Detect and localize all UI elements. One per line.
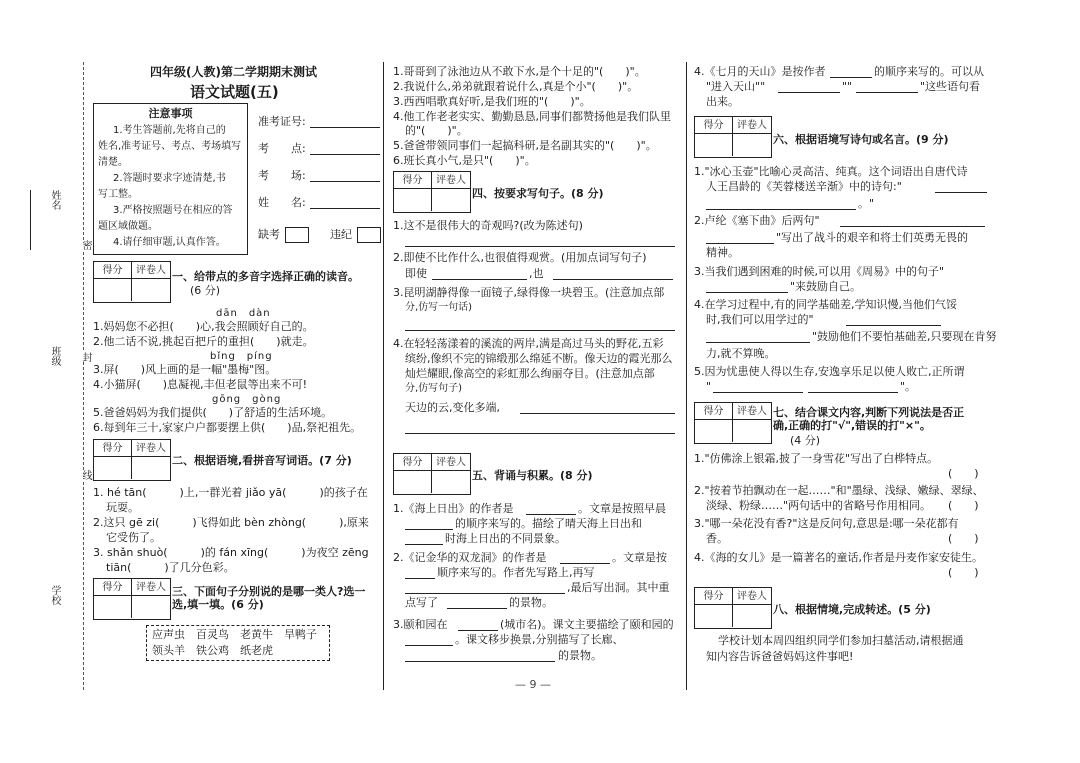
grader-cell[interactable] xyxy=(733,605,771,627)
sec5-q2a: 2.《记金华的双龙洞》的作者是 xyxy=(393,551,547,564)
sec4-q4d: 分,仿写句子) xyxy=(405,383,463,394)
sec3-q3: 3.西西唱歌真好听,是我们班的"( )"。 xyxy=(393,95,591,108)
sec1-q6: 6.每到年三十,家家户户都要摆上供( )品,祭祀祖先。 xyxy=(93,421,362,434)
sec4-q2-mid: ,也 xyxy=(529,267,544,280)
sec5-q4d: "" xyxy=(842,80,853,93)
sec4-q2: 2.即使不比作什么,也很值得观赏。(用加点词写句子) xyxy=(393,251,647,264)
sec3-q5: 5.爸爸带领同事们一起搞科研,是名副其实的"( )"。 xyxy=(393,139,657,152)
notice-line: 题区域做题。 xyxy=(98,221,158,232)
sec6-q4c: "鼓励他们不要怕基础差,只要现在肯努 xyxy=(812,330,997,343)
sec7-q3-answer[interactable]: ( ) xyxy=(948,532,979,545)
score-box-sec3 xyxy=(93,578,171,620)
grader-cell[interactable] xyxy=(132,596,170,618)
sec3-q2: 2.我说什么,弟弟就跟着说什么,真是个小"( )"。 xyxy=(393,80,639,93)
sec3-title-2: 选,填一填。(6 分) xyxy=(172,598,264,611)
sec4-q2-blank-2[interactable] xyxy=(553,279,673,280)
sec5-q3d: 的景物。 xyxy=(558,649,602,662)
exam-title: 四年级(人教)第二学期期末测试 xyxy=(150,65,317,79)
sec1-pinyin-1: dān dàn xyxy=(216,308,271,319)
sec5-q1b: 。文章是按照早晨 xyxy=(578,502,666,515)
sec3-q4b: 的"( )"。 xyxy=(405,124,468,137)
absent-checkbox[interactable] xyxy=(285,227,309,243)
notice-line: 姓名,准考证号、考点、考场填写 xyxy=(98,141,242,152)
sec6-q1c: 。" xyxy=(858,197,875,210)
page-number: — 9 — xyxy=(515,678,551,691)
sec4-q1: 1.这不是很伟大的奇观吗?(改为陈述句) xyxy=(393,219,583,232)
sec5-q4-blank-1[interactable] xyxy=(778,92,840,93)
score-cell[interactable] xyxy=(695,605,733,627)
name-label-vertical: 姓名 xyxy=(49,190,60,210)
word-bank-row-1: 应声虫 百灵鸟 老黄牛 旱鸭子 xyxy=(152,628,317,641)
exam-site-field[interactable] xyxy=(310,154,380,155)
sec4-q2-prefix: 即使 xyxy=(405,267,427,280)
sec1-q1: 1.妈妈您不必担( )心,我会照顾好自己的。 xyxy=(93,320,314,333)
sec5-q4c: "进入天山"" xyxy=(706,80,766,93)
sec1-title: 一、给带点的多音字选择正确的读音。 xyxy=(172,270,359,283)
score-cell[interactable] xyxy=(94,596,132,618)
sec5-q1c: 的顺序来写的。描绘了晴天海上日出和 xyxy=(455,517,642,530)
sec6-q2-blank-2[interactable] xyxy=(706,243,774,244)
notice-line: 3.严格按照题号在相应的答 xyxy=(113,205,233,216)
sec6-q3a: 3.当我们遇到困难的时候,可以用《周易》中的句子" xyxy=(694,265,945,278)
notice-line: 清楚。 xyxy=(98,157,128,168)
score-cell[interactable] xyxy=(695,134,733,156)
sec5-q2b: 。文章是按 xyxy=(612,551,667,564)
notice-box xyxy=(93,103,248,255)
sec4-q4-blank-2[interactable] xyxy=(405,433,675,434)
grader-label: 评卷人 xyxy=(132,579,170,596)
sec1-q5: 5.爸爸妈妈为我们提供( )了舒适的生活环境。 xyxy=(93,406,333,419)
grader-cell[interactable] xyxy=(132,279,170,301)
sec3-title: 三、下面句子分别说的是哪一类人?选一 xyxy=(172,585,366,598)
sec5-q2e: 点写了 xyxy=(405,596,438,609)
grader-cell[interactable] xyxy=(733,134,771,156)
column-divider-1 xyxy=(383,62,384,690)
notice-line: 2.答题时要求字迹清楚,书 xyxy=(113,173,226,184)
sec4-q4e: 天边的云,变化多端, xyxy=(405,401,500,414)
score-cell[interactable] xyxy=(394,471,432,493)
sec7-q2b: 淡绿、粉绿……"两句话中的省略号作用相同。 xyxy=(706,499,932,512)
score-cell[interactable] xyxy=(394,189,432,211)
sec7-title-2: 确,正确的打"√",错误的打"×"。 xyxy=(773,419,931,432)
sec6-q2a: 2.卢纶《塞下曲》后两句" xyxy=(694,214,820,227)
sec6-q4-blank-1[interactable] xyxy=(846,325,941,326)
sec6-q1-blank-1[interactable] xyxy=(935,192,987,193)
sec7-q3a: 3."哪一朵花没有香?"这是反问句,意思是:哪一朵花都有 xyxy=(694,517,959,530)
score-cell[interactable] xyxy=(695,420,733,442)
sec4-q3a: 3.昆明湖静得像一面镜子,绿得像一块碧玉。(注意加点部 xyxy=(393,286,665,299)
sec6-q2c: 精神。 xyxy=(706,246,739,259)
grader-label: 评卷人 xyxy=(733,588,771,605)
sec5-q4a: 4.《七月的天山》是按作者 xyxy=(694,65,826,78)
score-label: 得分 xyxy=(394,172,432,189)
sec2-q2b: 它受伤了。 xyxy=(106,531,161,544)
sec5-title: 五、背诵与积累。(8 分) xyxy=(472,469,593,482)
sec7-q1-answer[interactable]: ( ) xyxy=(948,467,979,480)
seal-char-xian: 线 xyxy=(80,470,91,480)
sec6-q4b: 时,我们可以用学过的" xyxy=(706,313,814,326)
score-label: 得分 xyxy=(695,403,733,420)
sec6-q2-blank-1[interactable] xyxy=(840,226,985,227)
grader-cell[interactable] xyxy=(733,420,771,442)
sec5-q2-blank-focus[interactable] xyxy=(447,608,507,609)
sec7-q2-answer[interactable]: ( ) xyxy=(948,499,979,512)
sec3-q4: 4.他工作老老实实、勤勤恳恳,同事们都赞扬他是我们队里 xyxy=(393,110,671,123)
score-box-sec4 xyxy=(393,171,471,213)
sec5-q3-blank-scenes[interactable] xyxy=(405,661,555,662)
sec8-prompt-1: 学校计划本周四组织同学们参加扫墓活动,请根据通 xyxy=(718,634,964,647)
sec5-q3-blank-feature[interactable] xyxy=(405,645,453,646)
sec3-q1: 1.哥哥到了泳池边从不敢下水,是个十足的"( )"。 xyxy=(393,65,646,78)
sec1-pinyin-3: gōng gòng xyxy=(212,394,282,405)
sec5-q2-blank-places[interactable] xyxy=(405,593,565,594)
sec5-q1-blank-author[interactable] xyxy=(526,514,576,515)
score-cell[interactable] xyxy=(94,457,132,479)
sec6-q4-blank-2[interactable] xyxy=(706,342,810,343)
sec7-title: 七、结合课文内容,判断下列说法是否正 xyxy=(773,406,965,419)
word-bank-box xyxy=(146,625,330,661)
grader-label: 评卷人 xyxy=(132,262,170,279)
score-box-sec1 xyxy=(93,261,171,303)
score-box-sec2 xyxy=(93,439,171,481)
sec8-title: 八、根据情境,完成转述。(5 分) xyxy=(773,603,931,616)
sec4-q3-answer-line[interactable] xyxy=(405,330,675,331)
sec4-q2-blank-1[interactable] xyxy=(432,279,527,280)
score-box-sec7 xyxy=(694,402,772,444)
sec7-q4: 4.《海的女儿》是一篇著名的童话,作者是丹麦作家安徒生。 xyxy=(694,551,983,564)
sec6-q5a: 5.因为忧患使人得以生存,安逸享乐足以使人败亡,正所谓 xyxy=(694,365,965,378)
notice-line: 写工整。 xyxy=(98,189,138,200)
grader-label: 评卷人 xyxy=(432,454,470,471)
score-label: 得分 xyxy=(94,440,132,457)
sec6-q4a: 4.在学习过程中,有的同学基础差,学知识慢,当他们气馁 xyxy=(694,298,957,311)
sec2-q3b: tiān( )了几分色彩。 xyxy=(106,561,235,574)
sec7-q1: 1."仿佛涂上银霜,披了一身雪花"写出了白桦特点。 xyxy=(694,452,939,465)
student-name-field[interactable] xyxy=(310,208,380,209)
class-label-vertical: 班级 xyxy=(49,346,60,366)
sec4-q4-blank-1[interactable] xyxy=(520,413,675,414)
column-divider-2 xyxy=(686,62,687,690)
sec6-q1b: 人王昌龄的《芙蓉楼送辛渐》中的诗句:" xyxy=(706,180,902,193)
sec7-q2a: 2."按着节拍飘动在一起……"和"墨绿、浅绿、嫩绿、翠绿、 xyxy=(694,484,984,497)
absent-label: 缺考 xyxy=(258,228,280,241)
sec2-q1a: 1. hé tān( )上,一群光着 jiǎo yā( )的孩子在 xyxy=(93,486,368,499)
grader-cell[interactable] xyxy=(432,471,470,493)
sec8-prompt-2: 知内容告诉爸爸妈妈这件事吧! xyxy=(706,650,854,663)
notice-title: 注意事项 xyxy=(148,107,193,120)
grader-cell[interactable] xyxy=(432,189,470,211)
sec6-q5c: "。 xyxy=(900,380,917,393)
sec4-q4c: 灿烂耀眼,像高空的彩虹那么绚丽夺目。(注意加点部 xyxy=(405,367,655,380)
sec6-q1a: 1."冰心玉壶"比喻心灵高洁、纯真。这个词语出自唐代诗 xyxy=(694,165,968,178)
sec5-q4e: "这些语句看 xyxy=(920,80,981,93)
sec6-q4d: 力,就不算晚。 xyxy=(706,347,776,360)
sec5-q4-blank-order[interactable] xyxy=(830,77,872,78)
sec5-q2f: 的景物。 xyxy=(509,596,553,609)
grader-label: 评卷人 xyxy=(733,117,771,134)
sec7-points: (4 分) xyxy=(790,434,821,447)
sec5-q3-blank-city[interactable] xyxy=(458,630,498,631)
sec7-q4-answer[interactable]: ( ) xyxy=(948,566,979,579)
sec2-q3a: 3. shǎn shuò( )的 fán xīng( )为夜空 zēng xyxy=(93,546,369,559)
sec1-q4: 4.小猫屏( )息凝视,丰但老鼠等出来不可! xyxy=(93,378,307,391)
notice-line: 4.请仔细审题,认真作答。 xyxy=(113,237,226,248)
notice-line: 1.考生答题前,先将自己的 xyxy=(113,125,226,136)
sec5-q2d: ,最后写出洞。其中重 xyxy=(567,581,670,594)
sec5-q2-blank-order[interactable] xyxy=(405,578,435,579)
sec2-title: 二、根据语境,看拼音写词语。(7 分) xyxy=(172,454,352,467)
sec5-q1-blank-order[interactable] xyxy=(405,529,453,530)
grader-cell[interactable] xyxy=(132,457,170,479)
sec1-points: (6 分) xyxy=(190,284,221,297)
sec5-q4-blank-2[interactable] xyxy=(856,92,918,93)
sec1-q3: 3.屏( )风上画的是一幅"墨梅"图。 xyxy=(93,363,277,376)
score-label: 得分 xyxy=(94,262,132,279)
school-label-vertical: 学校 xyxy=(49,585,60,605)
exam-site-label: 考 点: xyxy=(258,142,306,155)
notice-body xyxy=(94,121,247,253)
sec4-q4a: 4.在轻轻荡漾着的溪流的两岸,满是高过马头的野花,五彩 xyxy=(393,337,664,350)
sec4-title: 四、按要求写句子。(8 分) xyxy=(472,187,604,200)
sec6-title: 六、根据语境写诗句或名言。(9 分) xyxy=(773,133,949,146)
sec6-q2b: "写出了战斗的艰辛和将士们英勇无畏的 xyxy=(776,231,969,244)
grader-label: 评卷人 xyxy=(132,440,170,457)
score-cell[interactable] xyxy=(94,279,132,301)
sec5-q3c: 。课文移步换景,分别描写了长廊、 xyxy=(455,633,624,646)
sec1-q2: 2.他二话不说,挑起百把斤的重担( )就走。 xyxy=(93,335,314,348)
sec6-q5b: " xyxy=(706,380,712,393)
sec6-q5-blank-1[interactable] xyxy=(713,392,803,393)
binding-dash-line xyxy=(83,62,84,690)
score-label: 得分 xyxy=(695,588,733,605)
sec5-q1-blank-weather[interactable] xyxy=(405,544,443,545)
sec5-q4b: 的顺序来写的。可以从 xyxy=(874,65,984,78)
sec2-q2a: 2.这只 gē zi( )飞得如此 bèn zhòng( ),原来 xyxy=(93,516,369,529)
exam-room-field[interactable] xyxy=(310,181,380,182)
word-bank-row-2: 领头羊 铁公鸡 纸老虎 xyxy=(152,644,273,657)
cheat-checkbox[interactable] xyxy=(357,227,381,243)
sec5-q4f: 出来。 xyxy=(706,95,739,108)
score-box-sec5 xyxy=(393,453,471,495)
score-label: 得分 xyxy=(394,454,432,471)
sec1-pinyin-2: bǐng píng xyxy=(210,351,273,362)
seal-char-feng: 封 xyxy=(80,352,91,362)
exam-subtitle: 语文试题(五) xyxy=(190,83,279,101)
student-name-label: 姓 名: xyxy=(258,196,306,209)
sec7-q3b: 香。 xyxy=(706,532,728,545)
score-box-sec8 xyxy=(694,587,772,629)
name-underline xyxy=(30,190,31,250)
sec2-q1b: 玩耍。 xyxy=(106,501,139,514)
sec5-q2-blank-author[interactable] xyxy=(560,563,610,564)
sec5-q3b: (城市名)。课文主要描绘了颐和园的 xyxy=(500,618,674,631)
sec5-q1d: 时海上日出的不同景象。 xyxy=(445,532,566,545)
exam-room-label: 考 场: xyxy=(258,169,306,182)
sec4-q4b: 缤纷,像织不完的锦缎那么绵延不断。像天边的霞光那么 xyxy=(405,352,673,365)
sec5-q2c: 顺序来写的。作者先写路上,再写 xyxy=(437,566,595,579)
exam-id-field[interactable] xyxy=(310,127,380,128)
sec3-q6: 6.班长真小气,是只"( )"。 xyxy=(393,154,536,167)
sec6-q3b: "来鼓励自己。 xyxy=(790,280,862,293)
score-box-sec6 xyxy=(694,116,772,158)
sec4-q3b: 分,仿写一句话) xyxy=(405,302,473,313)
score-label: 得分 xyxy=(94,579,132,596)
grader-label: 评卷人 xyxy=(733,403,771,420)
sec5-q3a: 3.颐和园在 xyxy=(393,618,448,631)
sec5-q1a: 1.《海上日出》的作者是 xyxy=(393,502,514,515)
grader-label: 评卷人 xyxy=(432,172,470,189)
sec6-q3-blank[interactable] xyxy=(706,292,788,293)
exam-id-label: 准考证号: xyxy=(258,115,306,128)
cheat-label: 违纪 xyxy=(330,228,352,241)
sec6-q1-blank-2[interactable] xyxy=(706,209,856,210)
score-label: 得分 xyxy=(695,117,733,134)
seal-char-mi: 密 xyxy=(80,240,91,250)
sec6-q5-blank-2[interactable] xyxy=(808,392,898,393)
sec4-q1-answer-line[interactable] xyxy=(405,246,675,247)
